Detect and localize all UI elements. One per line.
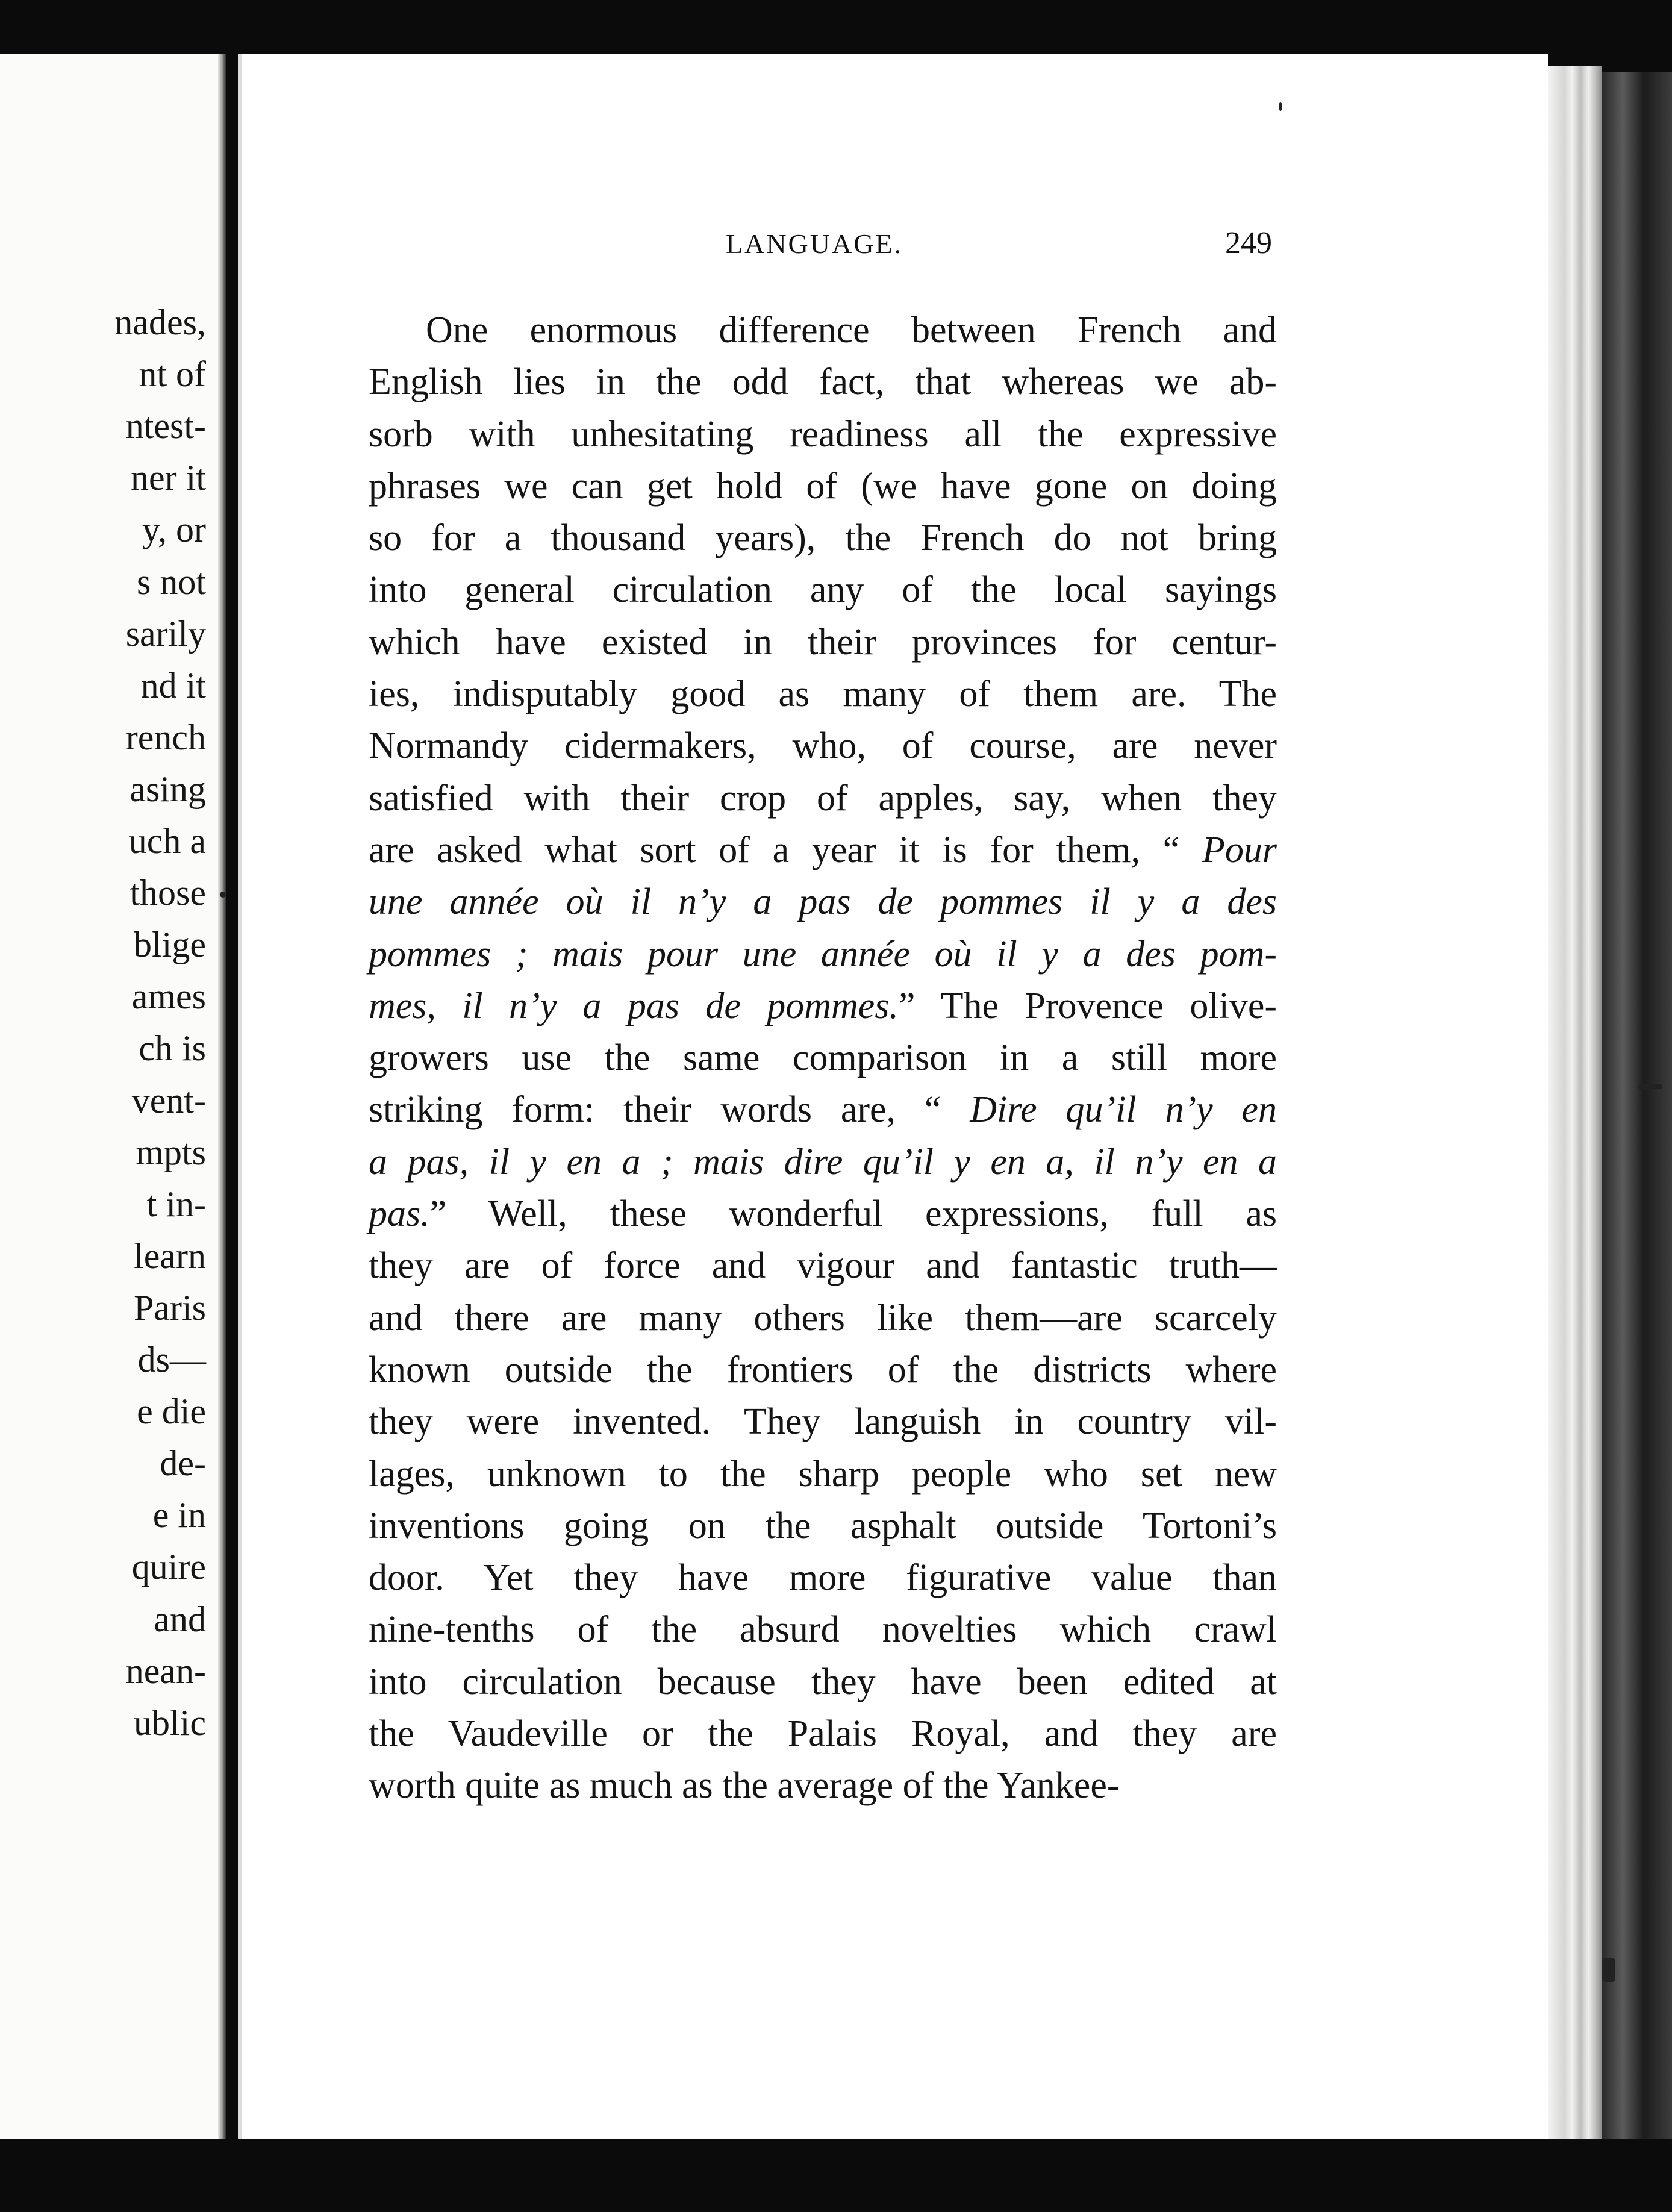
facing-page-line: t in- bbox=[146, 1184, 206, 1224]
running-head: LANGUAGE. bbox=[726, 228, 903, 259]
facing-page-line: ch is bbox=[139, 1028, 206, 1069]
text-run: lages, unknown to the sharp people who set new bbox=[369, 1453, 1277, 1495]
facing-page-line: rench bbox=[125, 717, 206, 757]
book-cover-edge bbox=[1602, 72, 1672, 2145]
facing-page-line: vent- bbox=[131, 1080, 206, 1120]
text-line bbox=[369, 1552, 1277, 1604]
text-line bbox=[369, 1188, 1277, 1240]
facing-page-line: learn bbox=[134, 1236, 206, 1276]
facing-page-line: uch a bbox=[128, 821, 206, 861]
text-line bbox=[369, 1032, 1277, 1084]
scan-speck bbox=[1279, 102, 1282, 111]
text-line bbox=[369, 1396, 1277, 1448]
scan-speck bbox=[1602, 1958, 1615, 1982]
facing-page-line: mpts bbox=[136, 1132, 206, 1172]
text-run: ies, indisputably good as many of them are. The bbox=[369, 673, 1277, 715]
text-run: worth quite as much as the average of the Yankee- bbox=[369, 1765, 1120, 1807]
text-line bbox=[369, 460, 1277, 512]
facing-page-line: ames bbox=[131, 976, 206, 1017]
text-run: door. Yet they have more figurative value than bbox=[369, 1557, 1277, 1599]
body-text bbox=[369, 304, 1277, 1812]
text-run: they were invented. They languish in country vil- bbox=[369, 1401, 1277, 1443]
facing-page-line: sarily bbox=[125, 613, 206, 654]
text-line bbox=[369, 1292, 1277, 1344]
text-run: nine-tenths of the absurd novelties which crawl bbox=[369, 1609, 1277, 1651]
text-line bbox=[369, 824, 1277, 876]
text-line bbox=[369, 772, 1277, 824]
facing-page-line: s not bbox=[136, 561, 206, 602]
text-run: English lies in the odd fact, that whereas we ab- bbox=[369, 361, 1277, 403]
text-line bbox=[369, 408, 1277, 460]
text-line bbox=[369, 720, 1277, 772]
page-gutter bbox=[218, 54, 226, 2187]
text-run: they are of force and vigour and fantastic truth— bbox=[369, 1245, 1277, 1287]
text-run: the Vaudeville or the Palais Royal, and they are bbox=[369, 1713, 1277, 1755]
italic-run: Dire qu’il n’y en bbox=[970, 1089, 1277, 1131]
text-line bbox=[369, 1604, 1277, 1655]
text-line bbox=[369, 928, 1277, 980]
facing-page-line: ner it bbox=[131, 458, 206, 498]
text-run: ” The Provence olive- bbox=[898, 985, 1277, 1026]
text-run: striking form: their words are, “ bbox=[369, 1089, 970, 1131]
facing-page-line: and bbox=[154, 1599, 206, 1639]
italic-run: Pour bbox=[1202, 829, 1277, 870]
facing-page-line: nt of bbox=[139, 354, 206, 395]
facing-page-line: quire bbox=[131, 1547, 206, 1587]
text-run: One enormous difference between French and bbox=[426, 310, 1277, 351]
text-line bbox=[369, 1136, 1277, 1188]
text-line bbox=[369, 1500, 1277, 1552]
text-run: which have existed in their provinces for centur- bbox=[369, 621, 1277, 663]
facing-page-line: nades, bbox=[114, 302, 206, 342]
text-line bbox=[369, 876, 1277, 928]
facing-page-line: asing bbox=[129, 769, 206, 809]
text-line bbox=[369, 1656, 1277, 1708]
facing-page-left bbox=[0, 54, 226, 2187]
facing-page-line: nean- bbox=[125, 1651, 206, 1691]
text-line bbox=[369, 668, 1277, 720]
text-run: into general circulation any of the local sayings bbox=[369, 569, 1277, 611]
text-run: and there are many others like them—are scarcely bbox=[369, 1297, 1277, 1339]
italic-run: mes, il n’y a pas de pommes. bbox=[369, 985, 899, 1026]
facing-page-line: nd it bbox=[140, 665, 206, 705]
text-run: known outside the frontiers of the districts where bbox=[369, 1349, 1277, 1390]
text-run: ” Well, these wonderful expressions, full as bbox=[429, 1193, 1277, 1235]
scan-speck bbox=[220, 892, 226, 898]
facing-page-line: blige bbox=[134, 925, 206, 965]
text-line bbox=[369, 1344, 1277, 1396]
text-run: satisfied with their crop of apples, say, when they bbox=[369, 777, 1277, 819]
facing-page-line: ds— bbox=[137, 1340, 206, 1379]
text-run: so for a thousand years), the French do not bring bbox=[369, 517, 1277, 559]
text-run: into circulation because they have been edited at bbox=[369, 1661, 1277, 1702]
text-line bbox=[369, 304, 1277, 356]
scan-background bbox=[0, 2139, 1672, 2212]
italic-run: une année où il n’y a pas de pommes il y a des bbox=[369, 881, 1277, 923]
page-number: 249 bbox=[1225, 226, 1272, 260]
text-line bbox=[369, 1760, 1277, 1811]
scan-speck bbox=[1638, 1084, 1662, 1089]
text-run: sorb with unhesitating readiness all the expressive bbox=[369, 413, 1277, 455]
italic-run: pas. bbox=[369, 1193, 430, 1235]
page-edges bbox=[1548, 66, 1602, 2139]
text-run: growers use the same comparison in a still more bbox=[369, 1037, 1277, 1079]
text-line bbox=[369, 1448, 1277, 1500]
text-line bbox=[369, 616, 1277, 668]
text-run: inventions going on the asphalt outside Tortoni’s bbox=[369, 1505, 1277, 1546]
facing-page-line: ublic bbox=[134, 1702, 206, 1743]
text-line bbox=[369, 1084, 1277, 1136]
facing-page-line: y, or bbox=[142, 510, 206, 550]
facing-page-line: e in bbox=[152, 1495, 206, 1536]
facing-page-line: de- bbox=[160, 1443, 206, 1484]
italic-run: a pas, il y en a ; mais dire qu’il y en a, il n’y en a bbox=[369, 1141, 1277, 1183]
italic-run: pommes ; mais pour une année où il y a des pom- bbox=[369, 933, 1277, 975]
text-line bbox=[369, 1240, 1277, 1292]
text-run: are asked what sort of a year it is for them, “ bbox=[369, 829, 1202, 870]
text-line bbox=[369, 1708, 1277, 1760]
text-line bbox=[369, 512, 1277, 564]
facing-page-line: ntest- bbox=[125, 406, 206, 446]
text-line bbox=[369, 980, 1277, 1032]
facing-page-line: those bbox=[129, 873, 206, 913]
facing-page-line: Paris bbox=[134, 1287, 206, 1328]
facing-page-line: e die bbox=[137, 1392, 206, 1432]
text-line bbox=[369, 356, 1277, 408]
text-run: Normandy cidermakers, who, of course, are never bbox=[369, 725, 1277, 767]
text-run: phrases we can get hold of (we have gone on doing bbox=[369, 465, 1277, 507]
text-line bbox=[369, 564, 1277, 616]
